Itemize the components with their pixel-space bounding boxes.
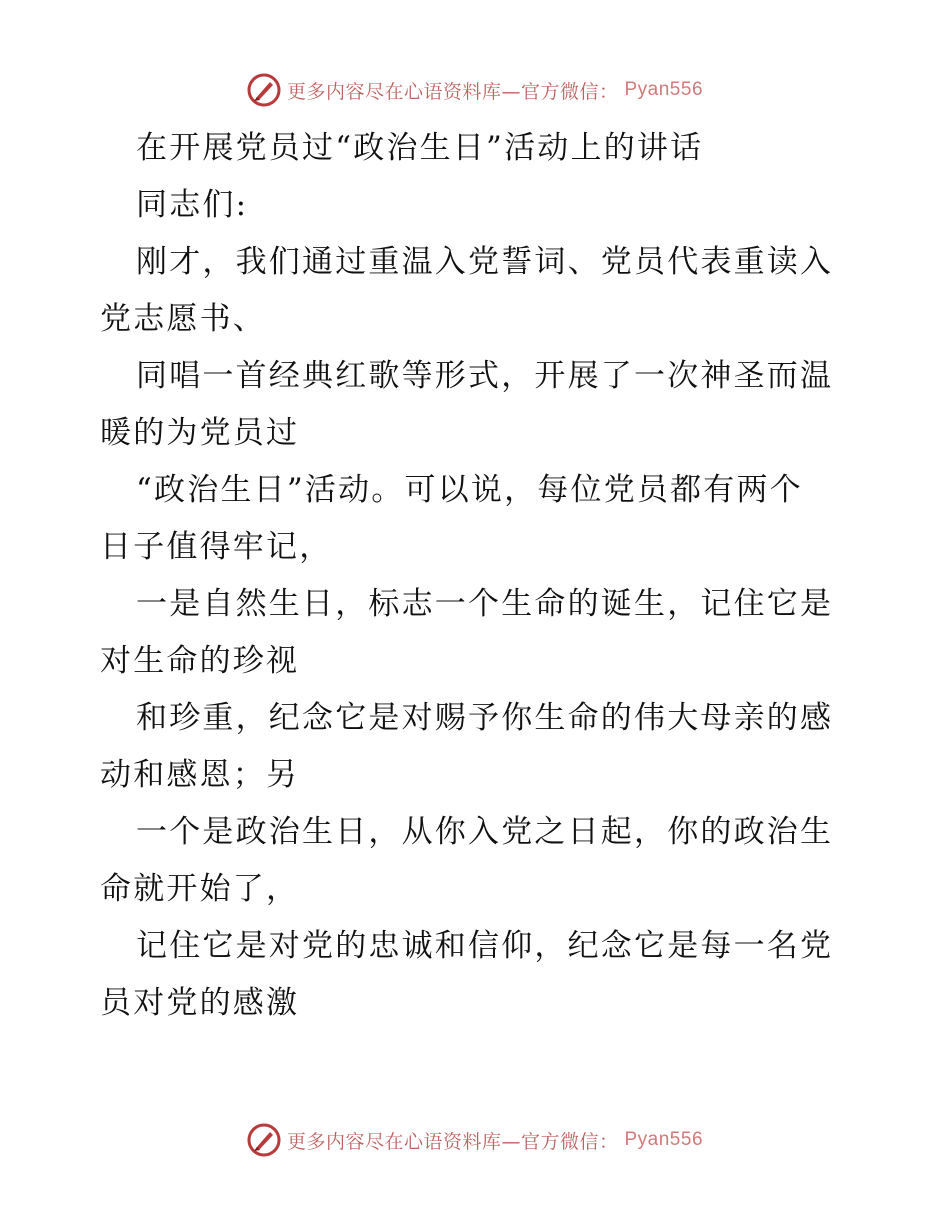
footer-watermark [0,1120,950,1160]
paragraph-line: 对生命的珍视 [100,643,300,679]
quill-pen-logo-icon [247,73,281,107]
paragraph-line: 命就开始了， [100,871,300,907]
document-title: 在开展党员过“政治生日”活动上的讲话 [136,130,704,166]
watermark-wechat-id: Pyan556 [624,79,704,100]
watermark-text: 更多内容尽在心语资料库—官方微信： [286,1130,619,1153]
header-watermark [0,70,950,110]
paragraph-line: 同唱一首经典红歌等形式，开展了一次神圣而温 [136,358,834,394]
paragraph-line: 刚才，我们通过重温入党誓词、党员代表重读入 [136,244,834,280]
paragraph-line: 和珍重，纪念它是对赐予你生命的伟大母亲的感 [136,700,834,736]
paragraph-line: 日子值得牢记， [100,529,333,565]
watermark-wechat-id: Pyan556 [624,1129,704,1150]
paragraph-line: 员对党的感激 [100,985,300,1021]
paragraph-line: 一是自然生日，标志一个生命的诞生，记住它是 [136,586,834,622]
paragraph-line: 动和感恩；另 [100,757,300,793]
paragraph-line: 党志愿书、 [100,301,266,337]
quill-pen-logo-icon [247,1123,281,1157]
paragraph-line: 记住它是对党的忠诚和信仰，纪念它是每一名党 [136,928,834,964]
paragraph-line: 暖的为党员过 [100,415,300,451]
paragraph-line: 一个是政治生日，从你入党之日起，你的政治生 [136,814,834,850]
watermark-text: 更多内容尽在心语资料库—官方微信： [286,80,619,103]
document-body [100,120,852,1032]
paragraph-line: “政治生日”活动。可以说，每位党员都有两个 [136,472,803,508]
greeting: 同志们: [136,187,249,223]
